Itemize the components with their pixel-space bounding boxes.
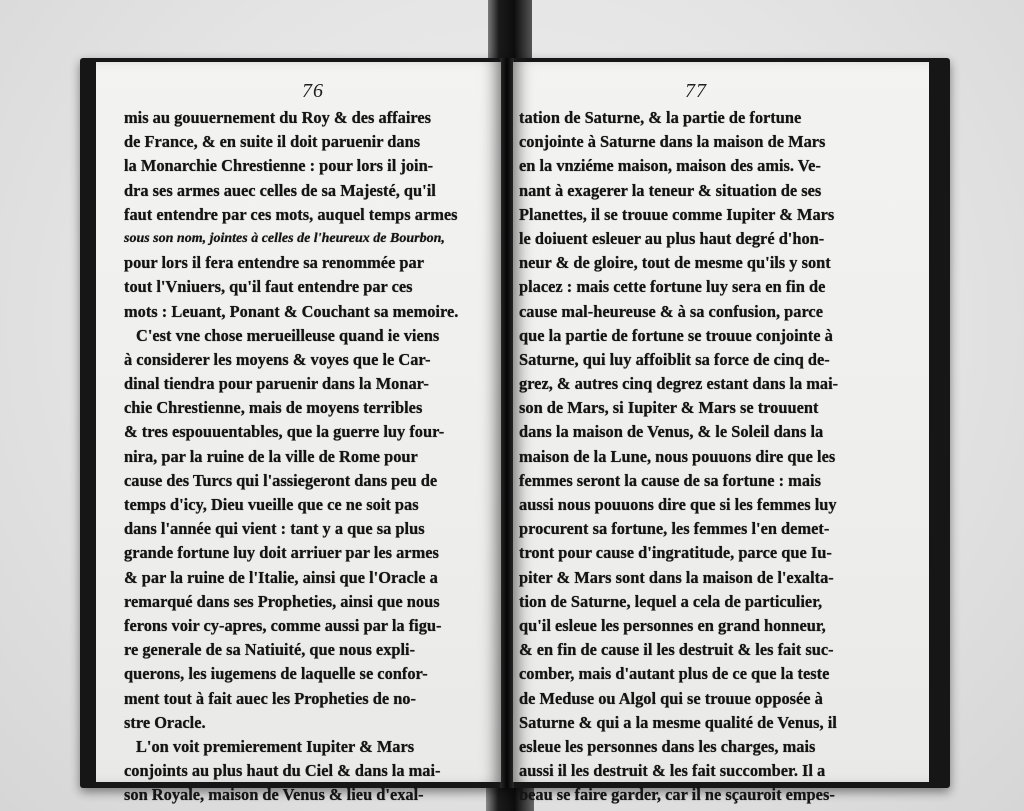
left-line-12: dinal tiendra pour paruenir dans la Monar- bbox=[124, 374, 429, 394]
left-line-23: re generale de sa Natiuité, que nous expli- bbox=[124, 640, 416, 660]
right-line-4: nant à exagerer la teneur & situation de ses bbox=[519, 180, 822, 200]
left-line-8: tout l'Vniuers, qu'il faut entendre par ces bbox=[124, 277, 413, 297]
right-line-21: tion de Saturne, lequel a cela de particulier, bbox=[519, 591, 823, 611]
right-line-14: dans la maison de Venus, & le Soleil dans la bbox=[519, 422, 824, 442]
left-line-24: querons, les iugemens de laquelle se confor- bbox=[124, 664, 428, 684]
left-line-5: faut entendre par ces mots, auquel temps armes bbox=[124, 204, 458, 224]
left-line-14: & tres espouuentables, que la guerre luy four- bbox=[124, 422, 445, 442]
right-line-20: piter & Mars sont dans la maison de l'exalta- bbox=[519, 567, 834, 587]
right-line-1: tation de Saturne, & la partie de fortune bbox=[519, 108, 802, 127]
left-line-28: conjoints au plus haut du Ciel & dans la mai- bbox=[124, 761, 441, 781]
left-line-26: stre Oracle. bbox=[124, 712, 206, 732]
right-line-6: le doiuent esleuer au plus haut degré d'hon- bbox=[519, 228, 825, 248]
left-line-27: L'on voit premierement Iupiter & Mars bbox=[136, 736, 415, 756]
left-line-4: dra ses armes auec celles de sa Majesté, qu'il bbox=[124, 180, 436, 200]
left-line-11: à considerer les moyens & voyes que le Car- bbox=[124, 349, 431, 369]
left-line-25: ment tout à fait auec les Propheties de no- bbox=[124, 688, 416, 708]
right-line-26: Saturne & qui a la mesme qualité de Venus, il bbox=[519, 712, 837, 732]
book-gutter bbox=[500, 58, 514, 788]
left-page-text bbox=[124, 106, 458, 807]
right-line-9: cause mal-heureuse & à sa confusion, parce bbox=[519, 301, 823, 321]
left-line-21: remarqué dans ses Propheties, ainsi que nous bbox=[124, 591, 440, 611]
right-line-22: qu'il esleue les personnes en grand honneur, bbox=[519, 615, 826, 635]
left-line-20: & par la ruine de l'Italie, ainsi que l'Oracle a bbox=[124, 567, 438, 587]
left-line-29: son Royale, maison de Venus & lieu d'exal- bbox=[124, 785, 424, 805]
right-page-text bbox=[519, 106, 838, 807]
left-line-9: mots : Leuant, Ponant & Couchant sa memoire. bbox=[124, 301, 459, 321]
left-line-22: ferons voir cy-apres, comme aussi par la figu- bbox=[124, 615, 442, 635]
left-line-16: cause des Turcs qui l'assiegeront dans peu de bbox=[124, 470, 438, 490]
left-line-10: C'est vne chose merueilleuse quand ie viens bbox=[136, 325, 440, 345]
right-line-28: aussi il les destruit & les fait succomber. Il a bbox=[519, 761, 826, 781]
holder-clip-top bbox=[488, 0, 532, 62]
right-line-15: maison de la Lune, nous pouuons dire que les bbox=[519, 446, 836, 466]
right-line-8: placez : mais cette fortune luy sera en fin de bbox=[519, 277, 826, 297]
left-line-3: la Monarchie Chrestienne : pour lors il join- bbox=[124, 156, 434, 176]
left-page bbox=[96, 62, 501, 805]
right-line-5: Planettes, il se trouue comme Iupiter & Mars bbox=[519, 204, 835, 224]
left-line-19: grande fortune luy doit arriuer par les armes bbox=[124, 543, 439, 563]
right-line-27: esleue les personnes dans les charges, mais bbox=[519, 736, 816, 756]
left-page-number: 76 bbox=[302, 80, 324, 102]
right-line-12: grez, & autres cinq degrez estant dans la mai- bbox=[519, 374, 839, 394]
right-line-16: femmes seront la cause de sa fortune : mais bbox=[519, 470, 821, 490]
right-line-13: son de Mars, si Iupiter & Mars se trouuent bbox=[519, 398, 819, 418]
left-line-18: dans l'année qui vient : tant y a que sa plus bbox=[124, 519, 425, 539]
right-page bbox=[513, 62, 929, 805]
right-line-7: neur & de gloire, tout de mesme qu'ils y sont bbox=[519, 253, 831, 273]
left-line-7: pour lors il fera entendre sa renommée par bbox=[124, 253, 424, 273]
right-line-3: en la vnziéme maison, maison des amis. Ve- bbox=[519, 156, 821, 176]
right-line-10: que la partie de fortune se trouue conjointe à bbox=[519, 325, 833, 345]
left-line-2: de France, & en suite il doit paruenir dans bbox=[124, 132, 421, 152]
right-line-24: comber, mais d'autant plus de ce que la teste bbox=[519, 664, 830, 684]
right-line-11: Saturne, qui luy affoiblit sa force de cinq de- bbox=[519, 349, 830, 369]
left-line-13: chie Chrestienne, mais de moyens terribles bbox=[124, 398, 423, 418]
right-page-number: 77 bbox=[685, 80, 707, 102]
right-line-23: & en fin de cause il les destruit & les fait suc- bbox=[519, 640, 834, 660]
right-line-19: tront pour cause d'ingratitude, parce que Iu- bbox=[519, 543, 832, 563]
left-line-1: mis au gouuernement du Roy & des affaires bbox=[124, 108, 432, 127]
left-line-17: temps d'icy, Dieu vueille que ce ne soit pas bbox=[124, 495, 419, 514]
right-line-2: conjointe à Saturne dans la maison de Mars bbox=[519, 132, 826, 152]
right-line-29: beau se faire garder, car il ne sçauroit empes- bbox=[519, 785, 835, 805]
right-line-25: de Meduse ou Algol qui se trouue opposée à bbox=[519, 688, 823, 708]
left-line-6: sous son nom, jointes à celles de l'heureux de Bourbon, bbox=[124, 230, 445, 246]
left-line-15: nira, par la ruine de la ville de Rome pour bbox=[124, 446, 418, 466]
right-line-18: procurent sa fortune, les femmes l'en demet- bbox=[519, 519, 830, 539]
right-line-17: aussi nous pouuons dire que si les femmes luy bbox=[519, 495, 837, 514]
